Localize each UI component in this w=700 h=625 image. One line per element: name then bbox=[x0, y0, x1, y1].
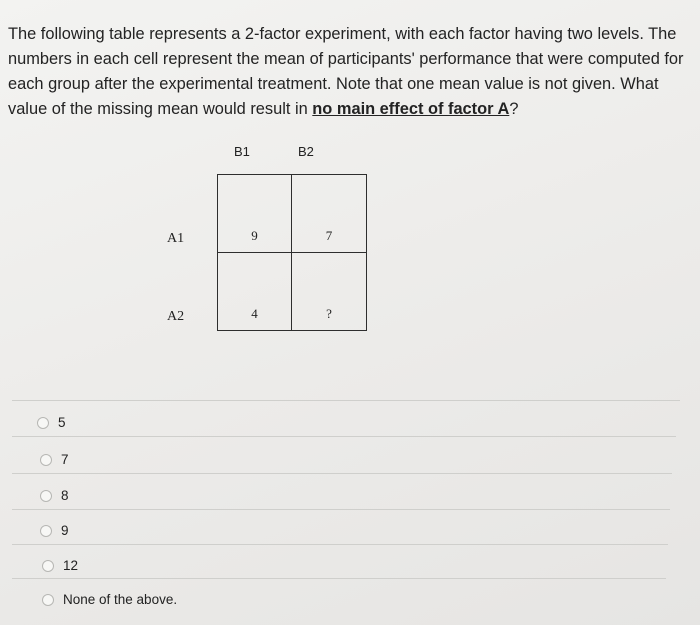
option-label: None of the above. bbox=[63, 592, 178, 607]
option-8[interactable] bbox=[40, 488, 69, 503]
option-none[interactable] bbox=[42, 592, 177, 607]
column-header-b1: B1 bbox=[234, 144, 250, 159]
divider bbox=[12, 400, 680, 401]
divider bbox=[12, 544, 668, 545]
divider bbox=[12, 509, 670, 510]
cell-a2-b1: 4 bbox=[218, 253, 292, 330]
radio-icon[interactable] bbox=[42, 594, 54, 606]
divider bbox=[12, 578, 666, 579]
cell-a1-b2: 7 bbox=[292, 175, 366, 253]
option-label: 5 bbox=[58, 415, 66, 430]
column-header-b2: B2 bbox=[298, 144, 314, 159]
option-label: 9 bbox=[61, 523, 69, 538]
radio-icon[interactable] bbox=[42, 560, 54, 572]
question-text bbox=[8, 22, 692, 122]
radio-icon[interactable] bbox=[40, 454, 52, 466]
means-table bbox=[217, 174, 367, 331]
cell-a1-b1: 9 bbox=[218, 175, 292, 253]
question-body: The following table represents a 2-factor experiment, with each factor having two levels. The numbers in each cell represent the mean of participants' performance that were computed for each group after the experimental treatment. Note that one mean value is not given. What value of the missing mean would result in bbox=[8, 25, 684, 118]
question-end: ? bbox=[509, 100, 519, 118]
option-7[interactable] bbox=[40, 452, 69, 467]
radio-icon[interactable] bbox=[40, 525, 52, 537]
cell-a2-b2: ? bbox=[326, 306, 332, 321]
divider bbox=[12, 436, 676, 437]
option-12[interactable] bbox=[42, 558, 78, 573]
radio-icon[interactable] bbox=[37, 417, 49, 429]
option-label: 12 bbox=[63, 558, 79, 573]
row-header-a2: A2 bbox=[167, 309, 185, 324]
divider bbox=[12, 473, 672, 474]
radio-icon[interactable] bbox=[40, 490, 52, 502]
option-5[interactable] bbox=[37, 415, 66, 430]
option-label: 7 bbox=[61, 452, 69, 467]
question-emphasis: no main effect of factor A bbox=[312, 100, 510, 118]
option-label: 8 bbox=[61, 488, 69, 503]
option-9[interactable] bbox=[40, 523, 69, 538]
row-header-a1: A1 bbox=[167, 231, 185, 246]
